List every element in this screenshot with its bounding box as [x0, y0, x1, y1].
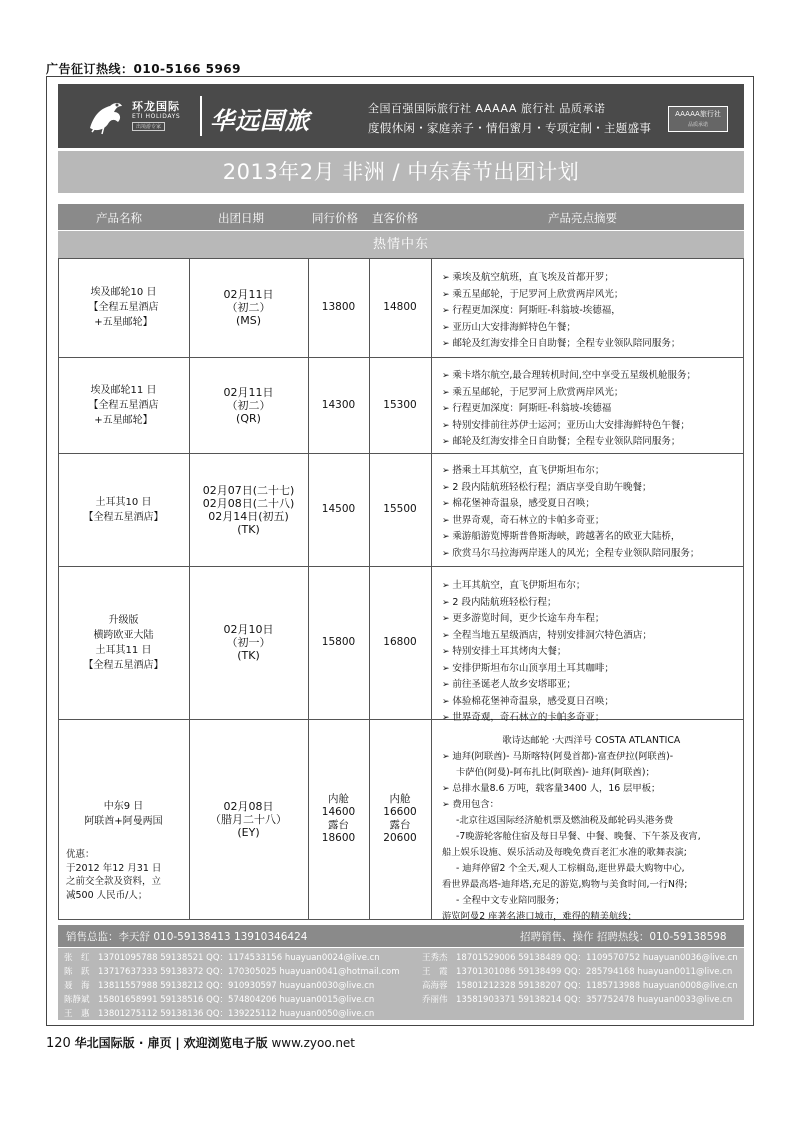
recruit-hotline: 招聘销售、操作 招聘热线：010-59138598 — [520, 931, 727, 943]
promo-note — [66, 848, 186, 902]
sales-director: 销售总监：李天舒 010-59138413 13910346424 — [66, 931, 308, 943]
date-line: 02月14日(初五) — [208, 509, 289, 523]
product-name-line: 【全程五星酒店 — [88, 302, 159, 313]
footer-slogan: 欢迎浏览电子版 — [183, 1036, 268, 1050]
product-name-line: 【全程五星酒店 — [88, 399, 159, 411]
highlight-item: ➢ 乘五星邮轮，于尼罗河上欣赏两岸风光； — [442, 385, 696, 402]
highlight-item: -7晚游轮客舱住宿及每日早餐、中餐、晚餐、下午茶及夜宵, — [456, 831, 701, 842]
dragon-logo-icon — [84, 94, 128, 138]
date-line: 02月08日(二十八) — [202, 496, 295, 510]
highlight-item: ➢ 棉花堡神奇温泉，感受夏日召唤； — [442, 496, 699, 513]
highlight-item: ➢ 费用包含： — [442, 797, 701, 813]
direct-price — [369, 453, 431, 566]
sales-bar — [58, 925, 744, 947]
price-value: 18600 — [321, 832, 356, 844]
page-number: 120 — [46, 1036, 71, 1051]
peer-price — [308, 357, 369, 453]
price-value: 14600 — [321, 806, 356, 818]
cruise-title: 歌诗达邮轮 ·大西洋号 COSTA ATLANTICA — [502, 735, 681, 746]
departure-date — [189, 258, 308, 357]
header-banner — [58, 84, 744, 148]
contact-row: 陈静斌 15801658991 59138516 QQ：574804206 huayuan0015@live.cn — [64, 995, 375, 1005]
highlight-item: ➢ 亚历山大安排海鲜特色午餐； — [442, 320, 680, 337]
highlight-item: 游览阿曼2 座著名港口城市，难得的精美航线； — [442, 911, 637, 922]
date-line: (QR) — [236, 411, 261, 425]
highlight-item: ➢ 世界奇观，奇石林立的卡帕多奇亚； — [442, 710, 652, 727]
page-footer — [46, 1034, 355, 1051]
table-header — [58, 204, 744, 230]
promo-note-line: 于2012 年12 月31 日 — [66, 862, 162, 874]
highlight-item: ➢ 更多游览时间，更少长途车舟车程； — [442, 611, 652, 628]
huayuan-logo: 华远国旅 — [210, 107, 310, 135]
col-product: 产品名称 — [96, 211, 142, 225]
edition-name: 华北国际版 · 扉页 — [74, 1036, 172, 1050]
highlight-item: ➢ 全程当地五星级酒店，特别安排洞穴特色酒店； — [442, 628, 652, 645]
contact-row: 陈 跃 13717637333 59138372 QQ：170305025 huayuan0041@hotmail.com — [64, 967, 400, 977]
aaaaa-badge — [668, 106, 728, 132]
highlight-item: ➢ 乘卡塔尔航空,最合理转机时间,空中享受五星级机舱服务； — [442, 368, 696, 385]
contact-row: 乔丽伟 13581903371 59138214 QQ：357752478 huayuan0033@live.cn — [422, 995, 733, 1005]
product-name-line: 土耳其10 日 — [95, 496, 152, 508]
contact-row: 高海蓉 15801212328 59138207 QQ：1185713988 huayuan0008@live.cn — [422, 981, 738, 991]
highlight-item: ➢ 邮轮及红海安排全日自助餐；全程专业领队陪同服务； — [442, 336, 680, 353]
product-name-line: 升级版 — [108, 614, 139, 626]
peer-price — [308, 566, 369, 719]
price-value: 15500 — [383, 503, 417, 515]
price-value: 20600 — [383, 832, 417, 844]
price-value: 15800 — [321, 636, 356, 648]
promo-note-line: 优惠： — [66, 849, 95, 860]
cabin-type: 露台 — [328, 819, 349, 831]
product-name-line: +五星邮轮】 — [94, 414, 153, 426]
highlight-item: 卡萨伯(阿曼)-阿布扎比(阿联酋)- 迪拜(阿联酋)； — [456, 767, 655, 778]
contact-row: 王秀杰 18701529006 59138489 QQ：1109570752 huayuan0036@live.cn — [422, 953, 738, 963]
departure-date — [189, 453, 308, 566]
peer-price — [308, 258, 369, 357]
logo-divider — [200, 96, 202, 136]
highlight-item: ➢ 邮轮及红海安排全日自助餐；全程专业领队陪同服务； — [442, 434, 696, 451]
highlight-item: ➢ 2 段内陆航班轻松行程； — [442, 595, 652, 612]
cabin-type: 内舱 — [389, 793, 411, 805]
highlight-item: - 迪拜停留2 个全天,观人工棕榈岛,逛世界最大购物中心, — [456, 863, 685, 874]
col-direct-price: 直客价格 — [372, 211, 418, 225]
highlight-item: 看世界最高塔-迪拜塔,充足的游览,购物与美食时间,一行N得; — [442, 879, 688, 890]
col-date: 出团日期 — [218, 211, 264, 225]
eti-name-en: ETI HOLIDAYS — [132, 113, 181, 120]
page-title: 2013年2月 非洲 / 中东春节出团计划 — [58, 151, 744, 193]
contact-row: 王 惠 13801275112 59138136 QQ：139225112 huayuan0050@live.cn — [64, 1009, 375, 1019]
highlight-item: ➢ 特别安排土耳其烤肉大餐； — [442, 644, 652, 661]
highlight-item: ➢ 乘游船游览博斯普鲁斯海峡，跨越著名的欧亚大陆桥， — [442, 529, 699, 546]
departure-date — [189, 357, 308, 453]
price-value: 16800 — [383, 636, 417, 648]
highlight-item: ➢ 特别安排前往苏伊士运河；亚历山大安排海鲜特色午餐； — [442, 418, 696, 435]
date-line: （初二） — [226, 301, 271, 314]
highlight-item: ➢ 世界奇观，奇石林立的卡帕多奇亚； — [442, 513, 699, 530]
product-name-line: 中东9 日 — [103, 801, 144, 812]
contact-row: 聂 海 13811557988 59138212 QQ：910930597 huayuan0030@live.cn — [64, 981, 375, 991]
date-line: （初一） — [226, 636, 271, 649]
date-line: 02月11日 — [223, 288, 274, 301]
section-title: 热情中东 — [58, 231, 744, 258]
date-line: （初二） — [226, 398, 271, 412]
highlight-list — [442, 733, 701, 925]
highlight-item: ➢ 欣赏马尔马拉海两岸迷人的风光；全程专业领队陪同服务； — [442, 546, 699, 563]
price-value: 14300 — [321, 398, 356, 411]
eti-subtitle: 出境游专家 — [132, 122, 165, 131]
direct-price — [369, 719, 431, 919]
product-name-line: 阿联酋+阿曼两国 — [84, 816, 163, 827]
peer-price — [308, 453, 369, 566]
highlight-item: -北京往返国际经济舱机票及燃油税及邮轮码头港务费 — [456, 815, 674, 826]
col-highlights: 产品亮点摘要 — [548, 211, 617, 225]
product-name-line: 【全程五星酒店】 — [83, 659, 164, 671]
highlight-item: ➢ 安排伊斯坦布尔山顶享用土耳其咖啡； — [442, 661, 652, 678]
price-value: 13800 — [321, 301, 356, 313]
product-name — [58, 566, 189, 719]
direct-price — [369, 357, 431, 453]
product-name-line: 埃及邮轮11 日 — [90, 384, 157, 396]
contact-list — [58, 948, 744, 1020]
date-line: (TK) — [237, 522, 260, 536]
highlight-item: ➢ 前往圣诞老人故乡安塔耶亚； — [442, 677, 652, 694]
date-line: 02月10日 — [223, 623, 274, 636]
ad-hotline: 广告征订热线：010-5166 5969 — [46, 62, 242, 76]
contact-row: 王 霞 13701301086 59138499 QQ：285794168 huayuan0011@live.cn — [422, 967, 733, 977]
product-name-line: +五星邮轮】 — [94, 317, 153, 328]
product-name — [58, 258, 189, 357]
badge-line-1: AAAAA旅行社 — [675, 110, 721, 118]
product-name — [58, 357, 189, 453]
highlight-item: ➢ 行程更加深度：阿斯旺-科翁坡-埃德福 — [442, 401, 696, 418]
promo-note-line: 减500 人民币/人； — [66, 889, 148, 901]
departure-date — [189, 566, 308, 719]
cabin-type: 露台 — [389, 819, 411, 831]
direct-price — [369, 258, 431, 357]
direct-price — [369, 566, 431, 719]
date-line: (TK) — [237, 649, 260, 662]
product-name — [58, 790, 189, 838]
highlight-item: 船上娱乐设施、娱乐活动及每晚免费百老汇水准的歌舞表演; — [442, 847, 687, 858]
date-line: 02月07日(二十七) — [202, 483, 295, 497]
col-peer-price: 同行价格 — [312, 211, 358, 225]
highlight-item: ➢ 乘埃及航空航班，直飞埃及首都开罗； — [442, 270, 680, 287]
price-value: 15300 — [383, 398, 417, 411]
date-line: 02月08日 — [223, 799, 274, 813]
price-value: 16600 — [383, 806, 417, 818]
highlight-item: ➢ 迪拜(阿联酋)- 马斯喀特(阿曼首都)-富查伊拉(阿联酋)- — [442, 749, 701, 765]
highlight-item: ➢ 土耳其航空，直飞伊斯坦布尔； — [442, 578, 652, 595]
date-line: （腊月二十八） — [210, 812, 287, 826]
banner-tagline-2: 度假休闲・家庭亲子・情侣蜜月・专项定制・主题盛事 — [368, 121, 652, 135]
highlight-list — [442, 270, 680, 353]
highlight-item: ➢ 行程更加深度：阿斯旺-科翁坡-埃德福， — [442, 303, 680, 320]
date-line: 02月11日 — [223, 385, 274, 399]
date-line: (MS) — [235, 314, 262, 327]
highlight-list — [442, 368, 696, 451]
footer-separator: | — [175, 1036, 180, 1050]
website-link[interactable]: www.zyoo.net — [271, 1036, 356, 1050]
highlight-item: ➢ 搭乘土耳其航空，直飞伊斯坦布尔； — [442, 463, 699, 480]
promo-note-line: 之前交全款及资料，立 — [66, 876, 162, 887]
product-name-line: 土耳其11 日 — [95, 644, 152, 656]
banner-tagline-1: 全国百强国际旅行社 AAAAA 旅行社 品质承诺 — [368, 102, 606, 115]
price-value: 14800 — [383, 301, 417, 313]
product-name-line: 埃及邮轮10 日 — [90, 287, 157, 298]
product-name-line: 【全程五星酒店】 — [83, 511, 164, 523]
product-name — [58, 453, 189, 566]
highlight-list — [442, 463, 699, 562]
date-line: (EY) — [237, 825, 260, 839]
peer-price — [308, 719, 369, 919]
highlight-item: ➢ 体验棉花堡神奇温泉，感受夏日召唤； — [442, 694, 652, 711]
highlight-item: - 全程中文专业陪同服务； — [456, 895, 565, 906]
contact-row: 张 红 13701095788 59138521 QQ：1174533156 huayuan0024@live.cn — [64, 953, 380, 963]
highlight-list — [442, 578, 652, 727]
highlight-item: ➢ 总排水量8.6 万吨，载客量3400 人，16 层甲板； — [442, 781, 701, 797]
eti-name-cn: 环龙国际 — [132, 100, 180, 113]
price-value: 14500 — [321, 503, 356, 515]
highlight-item: ➢ 乘五星邮轮，于尼罗河上欣赏两岸风光； — [442, 287, 680, 304]
cabin-type: 内舱 — [328, 793, 349, 805]
badge-line-2: 品质承诺 — [687, 122, 708, 128]
departure-date — [189, 719, 308, 919]
highlight-item: ➢ 2 段内陆航班轻松行程；酒店享受自助午晚餐； — [442, 480, 699, 497]
product-name-line: 横跨欧亚大陆 — [93, 629, 154, 641]
